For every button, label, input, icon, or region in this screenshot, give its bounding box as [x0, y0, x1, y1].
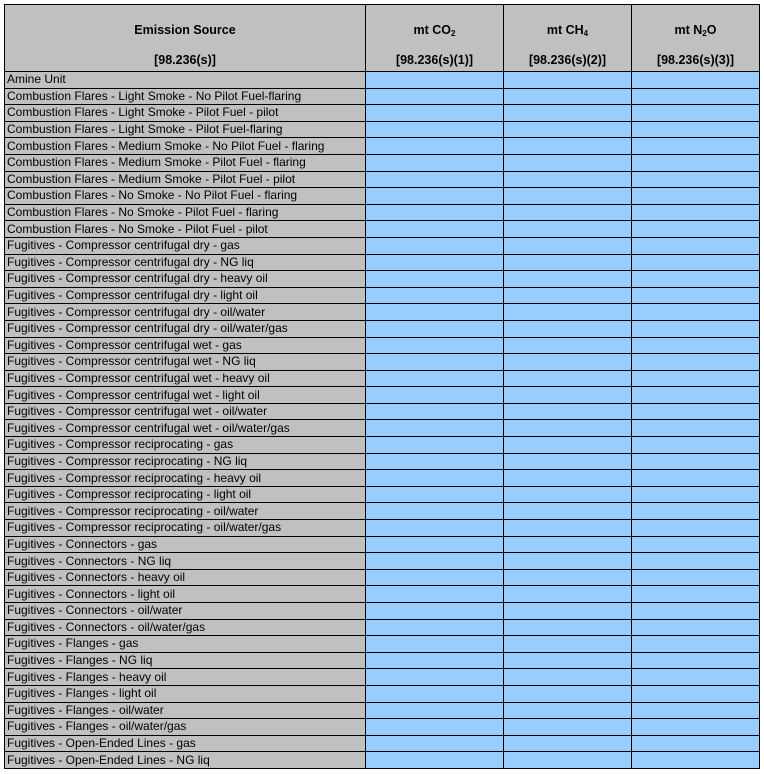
n2o-input-cell[interactable] — [632, 752, 760, 769]
table-row — [5, 586, 760, 603]
table-row — [5, 287, 760, 304]
table-row — [5, 453, 760, 470]
emission-source-cell: Combustion Flares - No Smoke - Pilot Fuel - pilot — [5, 221, 366, 238]
ch4-input-cell[interactable] — [504, 520, 632, 537]
n2o-input-cell[interactable] — [632, 121, 760, 138]
ch4-input-cell[interactable] — [504, 138, 632, 155]
header-mt-co2 — [366, 5, 504, 72]
emission-source-cell: Fugitives - Open-Ended Lines - gas — [5, 735, 366, 752]
emission-source-cell: Fugitives - Compressor reciprocating - gas — [5, 437, 366, 454]
header-emission-source — [5, 5, 366, 72]
table-body — [5, 72, 760, 769]
ch4-input-cell[interactable] — [504, 536, 632, 553]
co2-input-cell[interactable] — [366, 470, 504, 487]
n2o-input-cell[interactable] — [632, 603, 760, 620]
table-row — [5, 204, 760, 221]
table-row — [5, 636, 760, 653]
n2o-input-cell[interactable] — [632, 221, 760, 238]
header-mt-n2o-title: mt $N_2O$ — [674, 23, 717, 38]
emission-source-cell: Combustion Flares - Light Smoke - No Pilot Fuel-flaring — [5, 88, 366, 105]
co2-input-cell[interactable] — [366, 354, 504, 371]
co2-input-cell[interactable] — [366, 735, 504, 752]
co2-input-cell[interactable] — [366, 138, 504, 155]
co2-input-cell[interactable] — [366, 387, 504, 404]
emission-source-cell: Combustion Flares - Medium Smoke - No Pilot Fuel - flaring — [5, 138, 366, 155]
table-row — [5, 154, 760, 171]
emission-source-cell: Fugitives - Compressor centrifugal wet - oil/water — [5, 403, 366, 420]
table-row — [5, 337, 760, 354]
co2-input-cell[interactable] — [366, 685, 504, 702]
header-emission-source-ref: [98.236(s)] — [154, 53, 216, 67]
n2o-input-cell[interactable] — [632, 271, 760, 288]
n2o-input-cell[interactable] — [632, 553, 760, 570]
emission-source-cell: Fugitives - Connectors - oil/water/gas — [5, 619, 366, 636]
n2o-input-cell[interactable] — [632, 437, 760, 454]
n2o-input-cell[interactable] — [632, 619, 760, 636]
emission-source-cell: Fugitives - Compressor reciprocating - heavy oil — [5, 470, 366, 487]
n2o-input-cell[interactable] — [632, 569, 760, 586]
co2-input-cell[interactable] — [366, 320, 504, 337]
n2o-input-cell[interactable] — [632, 503, 760, 520]
header-row — [5, 5, 760, 72]
table-row — [5, 569, 760, 586]
header-mt-ch4-title: mt $CH_4$ — [546, 23, 589, 38]
table-row — [5, 437, 760, 454]
ch4-input-cell[interactable] — [504, 387, 632, 404]
n2o-input-cell[interactable] — [632, 586, 760, 603]
ch4-input-cell[interactable] — [504, 603, 632, 620]
co2-input-cell[interactable] — [366, 702, 504, 719]
header-mt-n2o-ref: [98.236(s)(3)] — [656, 53, 735, 67]
n2o-input-cell[interactable] — [632, 105, 760, 122]
table-row — [5, 221, 760, 238]
ch4-input-cell[interactable] — [504, 652, 632, 669]
emission-source-cell: Fugitives - Compressor centrifugal wet - oil/water/gas — [5, 420, 366, 437]
header-emission-source-title: Emission Source — [134, 23, 236, 37]
table-row — [5, 603, 760, 620]
co2-input-cell[interactable] — [366, 420, 504, 437]
n2o-input-cell[interactable] — [632, 669, 760, 686]
emission-source-cell: Combustion Flares - Medium Smoke - Pilot Fuel - pilot — [5, 171, 366, 188]
co2-input-cell[interactable] — [366, 486, 504, 503]
emission-source-cell: Fugitives - Flanges - heavy oil — [5, 669, 366, 686]
ch4-input-cell[interactable] — [504, 453, 632, 470]
emission-source-cell: Fugitives - Connectors - oil/water — [5, 603, 366, 620]
table-row — [5, 536, 760, 553]
n2o-input-cell[interactable] — [632, 536, 760, 553]
n2o-input-cell[interactable] — [632, 636, 760, 653]
co2-input-cell[interactable] — [366, 337, 504, 354]
ch4-input-cell[interactable] — [504, 154, 632, 171]
emission-source-cell: Fugitives - Compressor centrifugal wet - heavy oil — [5, 370, 366, 387]
n2o-input-cell[interactable] — [632, 735, 760, 752]
emission-source-cell: Fugitives - Flanges - NG liq — [5, 652, 366, 669]
emission-source-cell: Fugitives - Compressor centrifugal dry - oil/water — [5, 304, 366, 321]
table-row — [5, 752, 760, 769]
table-row — [5, 188, 760, 205]
table-row — [5, 619, 760, 636]
emission-source-cell: Combustion Flares - Light Smoke - Pilot Fuel-flaring — [5, 121, 366, 138]
table-row — [5, 735, 760, 752]
table-row — [5, 105, 760, 122]
co2-input-cell[interactable] — [366, 188, 504, 205]
ch4-input-cell[interactable] — [504, 752, 632, 769]
co2-input-cell[interactable] — [366, 437, 504, 454]
co2-input-cell[interactable] — [366, 88, 504, 105]
co2-input-cell[interactable] — [366, 204, 504, 221]
n2o-input-cell[interactable] — [632, 702, 760, 719]
co2-input-cell[interactable] — [366, 287, 504, 304]
n2o-input-cell[interactable] — [632, 171, 760, 188]
n2o-input-cell[interactable] — [632, 154, 760, 171]
n2o-input-cell[interactable] — [632, 88, 760, 105]
emissions-spreadsheet — [4, 4, 759, 769]
n2o-input-cell[interactable] — [632, 719, 760, 736]
table-row — [5, 354, 760, 371]
co2-input-cell[interactable] — [366, 503, 504, 520]
n2o-input-cell[interactable] — [632, 337, 760, 354]
n2o-input-cell[interactable] — [632, 370, 760, 387]
emission-source-cell: Fugitives - Compressor centrifugal dry - light oil — [5, 287, 366, 304]
co2-input-cell[interactable] — [366, 72, 504, 89]
emission-source-cell: Fugitives - Flanges - oil/water/gas — [5, 719, 366, 736]
ch4-input-cell[interactable] — [504, 72, 632, 89]
ch4-input-cell[interactable] — [504, 121, 632, 138]
ch4-input-cell[interactable] — [504, 105, 632, 122]
emission-source-cell: Combustion Flares - No Smoke - No Pilot Fuel - flaring — [5, 188, 366, 205]
ch4-input-cell[interactable] — [504, 254, 632, 271]
emission-source-cell: Fugitives - Compressor reciprocating - oil/water/gas — [5, 520, 366, 537]
ch4-input-cell[interactable] — [504, 719, 632, 736]
emission-source-cell: Fugitives - Flanges - light oil — [5, 685, 366, 702]
emission-source-cell: Fugitives - Connectors - NG liq — [5, 553, 366, 570]
co2-input-cell[interactable] — [366, 453, 504, 470]
co2-input-cell[interactable] — [366, 403, 504, 420]
co2-input-cell[interactable] — [366, 271, 504, 288]
ch4-input-cell[interactable] — [504, 221, 632, 238]
ch4-input-cell[interactable] — [504, 553, 632, 570]
n2o-input-cell[interactable] — [632, 486, 760, 503]
n2o-input-cell[interactable] — [632, 72, 760, 89]
n2o-input-cell[interactable] — [632, 470, 760, 487]
co2-input-cell[interactable] — [366, 221, 504, 238]
ch4-input-cell[interactable] — [504, 403, 632, 420]
emission-source-cell: Combustion Flares - No Smoke - Pilot Fuel - flaring — [5, 204, 366, 221]
table-row — [5, 669, 760, 686]
header-mt-n2o — [632, 5, 760, 72]
co2-input-cell[interactable] — [366, 652, 504, 669]
table-row — [5, 503, 760, 520]
co2-input-cell[interactable] — [366, 752, 504, 769]
n2o-input-cell[interactable] — [632, 520, 760, 537]
ch4-input-cell[interactable] — [504, 88, 632, 105]
table-row — [5, 486, 760, 503]
co2-input-cell[interactable] — [366, 154, 504, 171]
n2o-input-cell[interactable] — [632, 387, 760, 404]
ch4-input-cell[interactable] — [504, 204, 632, 221]
co2-input-cell[interactable] — [366, 370, 504, 387]
co2-input-cell[interactable] — [366, 237, 504, 254]
emission-source-cell: Fugitives - Open-Ended Lines - NG liq — [5, 752, 366, 769]
co2-input-cell[interactable] — [366, 121, 504, 138]
table-row — [5, 320, 760, 337]
emission-source-cell: Fugitives - Compressor centrifugal wet - NG liq — [5, 354, 366, 371]
co2-input-cell[interactable] — [366, 304, 504, 321]
emission-source-cell: Fugitives - Compressor centrifugal dry - heavy oil — [5, 271, 366, 288]
table-row — [5, 719, 760, 736]
table-row — [5, 237, 760, 254]
co2-input-cell[interactable] — [366, 586, 504, 603]
n2o-input-cell[interactable] — [632, 403, 760, 420]
table-row — [5, 685, 760, 702]
ch4-input-cell[interactable] — [504, 619, 632, 636]
table-row — [5, 387, 760, 404]
table-row — [5, 254, 760, 271]
ch4-input-cell[interactable] — [504, 188, 632, 205]
co2-input-cell[interactable] — [366, 719, 504, 736]
co2-input-cell[interactable] — [366, 105, 504, 122]
emission-source-cell: Fugitives - Connectors - light oil — [5, 586, 366, 603]
emission-source-cell: Fugitives - Connectors - gas — [5, 536, 366, 553]
emission-source-cell: Fugitives - Compressor reciprocating - NG liq — [5, 453, 366, 470]
ch4-input-cell[interactable] — [504, 370, 632, 387]
ch4-input-cell[interactable] — [504, 685, 632, 702]
n2o-input-cell[interactable] — [632, 420, 760, 437]
table-row — [5, 304, 760, 321]
ch4-input-cell[interactable] — [504, 271, 632, 288]
n2o-input-cell[interactable] — [632, 453, 760, 470]
n2o-input-cell[interactable] — [632, 237, 760, 254]
emission-source-cell: Combustion Flares - Medium Smoke - Pilot Fuel - flaring — [5, 154, 366, 171]
ch4-input-cell[interactable] — [504, 287, 632, 304]
table-row — [5, 138, 760, 155]
emission-source-cell: Fugitives - Compressor centrifugal wet - gas — [5, 337, 366, 354]
ch4-input-cell[interactable] — [504, 354, 632, 371]
table-row — [5, 72, 760, 89]
co2-input-cell[interactable] — [366, 520, 504, 537]
ch4-input-cell[interactable] — [504, 420, 632, 437]
co2-input-cell[interactable] — [366, 603, 504, 620]
emission-source-cell: Fugitives - Compressor centrifugal dry - gas — [5, 237, 366, 254]
n2o-input-cell[interactable] — [632, 652, 760, 669]
n2o-input-cell[interactable] — [632, 685, 760, 702]
emission-source-cell: Fugitives - Flanges - oil/water — [5, 702, 366, 719]
emissions-table — [4, 4, 760, 769]
ch4-input-cell[interactable] — [504, 569, 632, 586]
co2-input-cell[interactable] — [366, 619, 504, 636]
table-row — [5, 520, 760, 537]
table-row — [5, 171, 760, 188]
emission-source-cell: Fugitives - Compressor reciprocating - oil/water — [5, 503, 366, 520]
ch4-input-cell[interactable] — [504, 437, 632, 454]
emission-source-cell: Amine Unit — [5, 72, 366, 89]
ch4-input-cell[interactable] — [504, 304, 632, 321]
table-row — [5, 271, 760, 288]
header-mt-ch4 — [504, 5, 632, 72]
ch4-input-cell[interactable] — [504, 237, 632, 254]
table-row — [5, 370, 760, 387]
table-row — [5, 88, 760, 105]
table-row — [5, 470, 760, 487]
co2-input-cell[interactable] — [366, 569, 504, 586]
emission-source-cell: Fugitives - Flanges - gas — [5, 636, 366, 653]
co2-input-cell[interactable] — [366, 171, 504, 188]
ch4-input-cell[interactable] — [504, 735, 632, 752]
ch4-input-cell[interactable] — [504, 636, 632, 653]
table-row — [5, 553, 760, 570]
table-row — [5, 652, 760, 669]
ch4-input-cell[interactable] — [504, 470, 632, 487]
table-row — [5, 420, 760, 437]
co2-input-cell[interactable] — [366, 536, 504, 553]
n2o-input-cell[interactable] — [632, 138, 760, 155]
emission-source-cell: Fugitives - Compressor centrifugal wet - light oil — [5, 387, 366, 404]
table-row — [5, 403, 760, 420]
ch4-input-cell[interactable] — [504, 503, 632, 520]
n2o-input-cell[interactable] — [632, 287, 760, 304]
n2o-input-cell[interactable] — [632, 204, 760, 221]
ch4-input-cell[interactable] — [504, 171, 632, 188]
n2o-input-cell[interactable] — [632, 304, 760, 321]
ch4-input-cell[interactable] — [504, 337, 632, 354]
table-row — [5, 121, 760, 138]
ch4-input-cell[interactable] — [504, 586, 632, 603]
emission-source-cell: Combustion Flares - Light Smoke - Pilot Fuel - pilot — [5, 105, 366, 122]
ch4-input-cell[interactable] — [504, 702, 632, 719]
emission-source-cell: Fugitives - Connectors - heavy oil — [5, 569, 366, 586]
emission-source-cell: Fugitives - Compressor centrifugal dry - NG liq — [5, 254, 366, 271]
co2-input-cell[interactable] — [366, 254, 504, 271]
co2-input-cell[interactable] — [366, 669, 504, 686]
co2-input-cell[interactable] — [366, 553, 504, 570]
n2o-input-cell[interactable] — [632, 254, 760, 271]
n2o-input-cell[interactable] — [632, 354, 760, 371]
n2o-input-cell[interactable] — [632, 320, 760, 337]
emission-source-cell: Fugitives - Compressor centrifugal dry - oil/water/gas — [5, 320, 366, 337]
header-mt-co2-ref: [98.236(s)(1)] — [395, 53, 474, 67]
header-mt-co2-title: mt $CO_2$ — [413, 23, 456, 38]
header-mt-ch4-ref: [98.236(s)(2)] — [528, 53, 607, 67]
emission-source-cell: Fugitives - Compressor reciprocating - light oil — [5, 486, 366, 503]
ch4-input-cell[interactable] — [504, 669, 632, 686]
n2o-input-cell[interactable] — [632, 188, 760, 205]
co2-input-cell[interactable] — [366, 636, 504, 653]
table-row — [5, 702, 760, 719]
ch4-input-cell[interactable] — [504, 320, 632, 337]
ch4-input-cell[interactable] — [504, 486, 632, 503]
